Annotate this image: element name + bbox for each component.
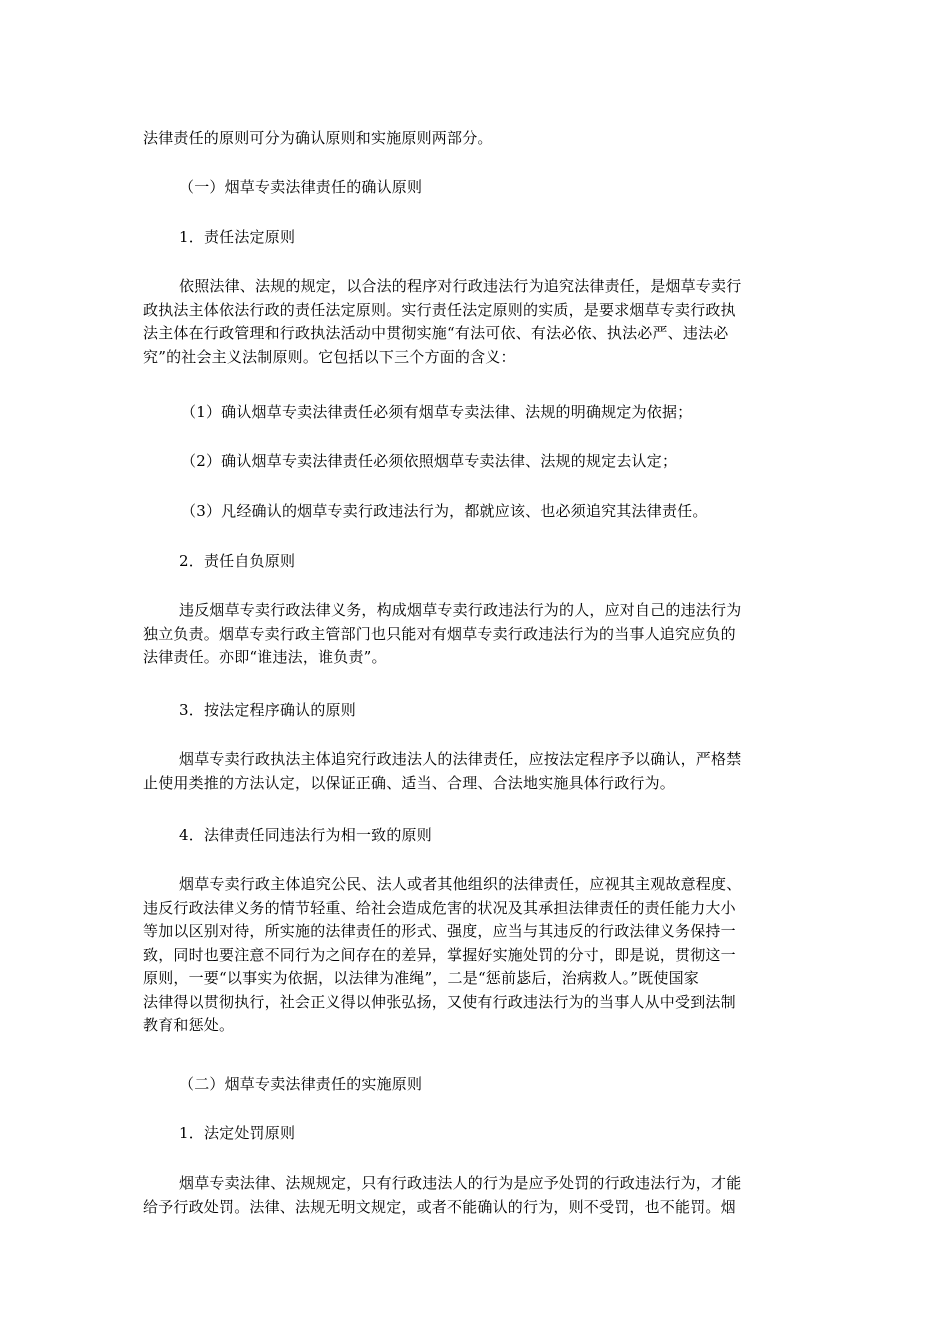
subheading-legal-liability-principle <box>143 226 813 250</box>
section-heading-confirmation-principles <box>143 176 813 200</box>
text-line: 1．责任法定原则 <box>179 228 296 246</box>
paragraph-legal-liability <box>143 275 813 369</box>
paragraph-self-responsibility <box>143 599 813 670</box>
text-line: 原则，一要“以事实为依据，以法律为准绳”，二是“惩前毖后，治病救人。”既使国家 <box>143 969 699 987</box>
text-line: 烟草专卖行政主体追究公民、法人或者其他组织的法律责任，应视其主观故意程度、 <box>179 875 742 893</box>
subheading-self-responsibility-principle <box>143 550 813 574</box>
text-line: （二）烟草专卖法律责任的实施原则 <box>179 1075 423 1093</box>
subheading-legal-procedure-principle <box>143 699 813 723</box>
text-line: 独立负责。烟草专卖行政主管部门也只能对有烟草专卖行政违法行为的当事人追究应负的 <box>143 624 736 643</box>
list-item-1 <box>143 401 851 425</box>
text-line: 政执法主体依法行政的责任法定原则。实行责任法定原则的实质，是要求烟草专卖行政执 <box>143 300 736 319</box>
text-line: 3．按法定程序确认的原则 <box>179 701 356 719</box>
text-line: 教育和惩处。 <box>143 1016 235 1034</box>
section-heading-implementation-principles <box>143 1073 813 1097</box>
text-line: （1）确认烟草专卖法律责任必须有烟草专卖法律、法规的明确规定为依据； <box>181 403 693 421</box>
text-line: （2）确认烟草专卖法律责任必须依照烟草专卖法律、法规的规定去认定； <box>181 452 678 470</box>
paragraph-intro <box>143 127 813 151</box>
text-line: （一）烟草专卖法律责任的确认原则 <box>179 178 423 196</box>
text-line: 法律得以贯彻执行，社会正义得以伸张弘扬，又使有行政违法行为的当事人从中受到法制 <box>143 992 736 1011</box>
paragraph-legal-procedure <box>143 748 813 795</box>
paragraph-consistency <box>143 873 813 1038</box>
text-line: 烟草专卖法律、法规规定，只有行政违法人的行为是应予处罚的行政违法行为，才能 <box>179 1174 742 1192</box>
text-line: 2．责任自负原则 <box>179 552 296 570</box>
list-item-2 <box>143 450 851 474</box>
subheading-consistency-principle <box>143 824 813 848</box>
text-line: （3）凡经确认的烟草专卖行政违法行为，都就应该、也必须追究其法律责任。 <box>181 502 708 520</box>
text-line: 依照法律、法规的规定，以合法的程序对行政违法行为追究法律责任，是烟草专卖行 <box>179 277 742 295</box>
text-line: 4．法律责任同违法行为相一致的原则 <box>179 826 432 844</box>
text-line: 等加以区别对待，所实施的法律责任的形式、强度，应当与其违反的行政法律义务保持一 <box>143 922 736 940</box>
paragraph-legal-punishment <box>143 1172 813 1219</box>
text-line: 1．法定处罚原则 <box>179 1124 296 1142</box>
text-line: 烟草专卖行政执法主体追究行政违法人的法律责任，应按法定程序予以确认，严格禁 <box>179 750 742 768</box>
text-line: 法律责任的原则可分为确认原则和实施原则两部分。 <box>143 129 493 147</box>
list-item-3 <box>143 500 851 524</box>
text-line: 致，同时也要注意不同行为之间存在的差异，掌握好实施处罚的分寸，即是说，贯彻这一 <box>143 945 736 964</box>
text-line: 违反行政法律义务的情节轻重、给社会造成危害的状况及其承担法律责任的责任能力大小 <box>143 898 736 917</box>
text-line: 违反烟草专卖行政法律义务，构成烟草专卖行政违法行为的人，应对自己的违法行为 <box>179 601 742 619</box>
text-line: 究”的社会主义法制原则。它包括以下三个方面的含义： <box>143 347 516 366</box>
text-line: 给予行政处罚。法律、法规无明文规定，或者不能确认的行为，则不受罚，也不能罚。烟 <box>143 1197 736 1216</box>
subheading-legal-punishment-principle <box>143 1122 813 1146</box>
text-line: 法主体在行政管理和行政执法活动中贯彻实施“有法可依、有法必依、执法必严、违法必 <box>143 324 729 342</box>
text-line: 法律责任。亦即“谁违法，谁负责”。 <box>143 648 387 666</box>
text-line: 止使用类推的方法认定，以保证正确、适当、合理、合法地实施具体行政行为。 <box>143 773 676 792</box>
